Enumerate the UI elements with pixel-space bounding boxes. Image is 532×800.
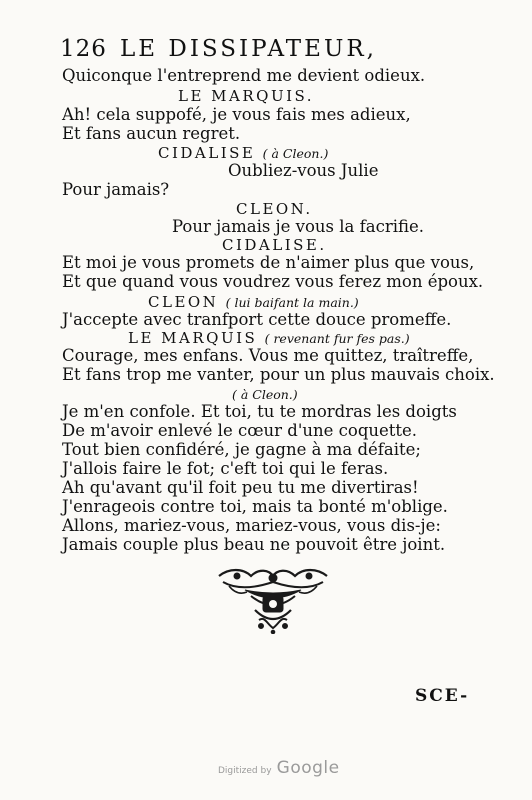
verse-line: Allons, mariez-vous, mariez-vous, vous dis-je: xyxy=(62,516,441,535)
verse-line: Ah! cela suppofé, je vous fais mes adieux, xyxy=(62,105,411,124)
stage-direction: ( à Cleon.) xyxy=(232,387,298,402)
page-header xyxy=(60,36,470,68)
speaker-label: CIDALISE xyxy=(158,144,256,162)
verse-line: Et fans aucun regret. xyxy=(62,124,241,143)
verse-line: Quiconque l'entreprend me devient odieux. xyxy=(62,66,426,85)
verse-line: Oubliez-vous Julie xyxy=(228,161,379,180)
speaker-label: LE MARQUIS xyxy=(128,329,258,347)
verse-line: Et moi je vous promets de n'aimer plus que vous, xyxy=(62,253,475,272)
speaker-name: LE MARQUIS. xyxy=(178,87,315,105)
page-number: 126 xyxy=(60,36,107,62)
stage-direction: ( lui baifant la main.) xyxy=(225,295,359,310)
verse-line: Courage, mes enfans. Vous me quittez, traîtreffe, xyxy=(62,346,474,365)
watermark-brand: Google xyxy=(276,758,340,778)
verse-line: J'allois faire le fot; c'eft toi qui le feras. xyxy=(62,459,389,478)
floral-tailpiece-icon xyxy=(215,566,331,634)
verse-line: De m'avoir enlevé le cœur d'une coquette. xyxy=(62,421,418,440)
verse-line: Pour jamais? xyxy=(62,180,170,199)
catchword: SCE- xyxy=(415,686,470,706)
verse-line: Et fans trop me vanter, pour un plus mauvais choix. xyxy=(62,365,495,384)
watermark-prefix: Digitized by xyxy=(218,766,272,776)
running-title: LE DISSIPATEUR, xyxy=(120,36,377,62)
verse-line: Tout bien confidéré, je gagne à ma défaite; xyxy=(62,440,421,459)
verse-line: Jamais couple plus beau ne pouvoit être joint. xyxy=(62,535,446,554)
verse-line: Pour jamais je vous la facrifie. xyxy=(172,217,424,236)
verse-line: J'enrageois contre toi, mais ta bonté m'oblige. xyxy=(62,497,448,516)
verse-line: Je m'en confole. Et toi, tu te mordras les doigts xyxy=(62,402,457,421)
speaker-name: CIDALISE. xyxy=(222,236,327,254)
speaker-label: CLEON xyxy=(148,293,219,311)
verse-line: J'accepte avec tranfport cette douce promeffe. xyxy=(62,310,452,329)
verse-line: Et que quand vous voudrez vous ferez mon époux. xyxy=(62,272,484,291)
speaker-name: CLEON. xyxy=(236,200,313,218)
stage-direction: ( à Cleon.) xyxy=(262,146,329,161)
google-watermark xyxy=(218,758,340,778)
verse-line: Ah qu'avant qu'il foit peu tu me divertiras! xyxy=(62,478,419,497)
stage-direction: ( revenant fur fes pas.) xyxy=(264,331,410,346)
